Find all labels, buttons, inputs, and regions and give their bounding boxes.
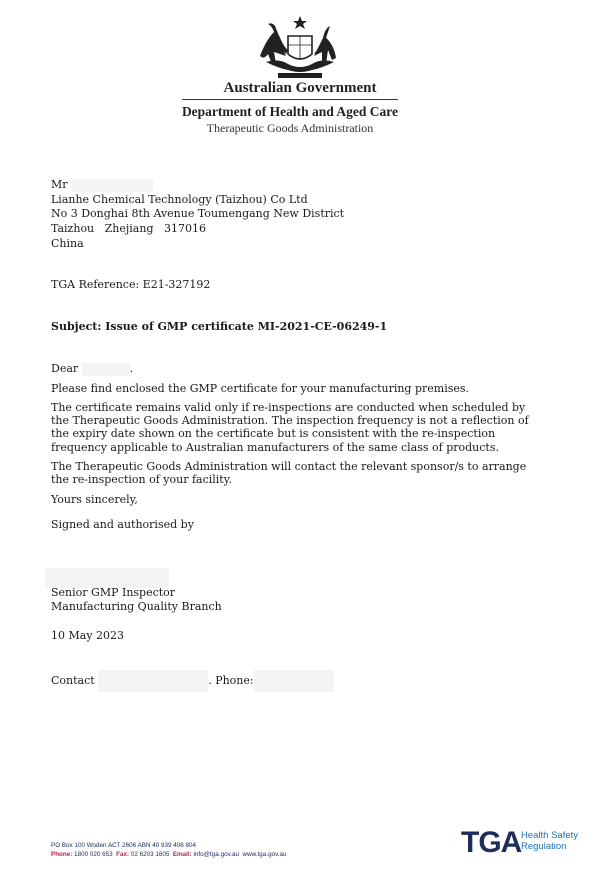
signatory-title: Senior GMP Inspector xyxy=(51,586,176,599)
footer-web-link[interactable]: www.tga.gov.au xyxy=(242,851,287,858)
footer-line-2: Phone: 1800 020 653 Fax: 02 6203 1605 Email: info@tga.gov.au www.tga.gov.au xyxy=(51,851,287,858)
address-line-city: Taizhou Zhejiang 317016 xyxy=(51,222,206,236)
redacted-contact xyxy=(98,670,208,692)
recipient-address xyxy=(51,178,344,252)
header-divider xyxy=(182,99,398,100)
tga-reference: TGA Reference: E21-327192 xyxy=(51,278,211,291)
redacted-name xyxy=(82,363,130,376)
contact-separator: . xyxy=(208,674,212,687)
address-line-country: China xyxy=(51,236,84,250)
phone-label: Phone: xyxy=(215,674,254,687)
tga-logo-tagline: Health Safety Regulation xyxy=(521,830,579,852)
footer-line-1: PO Box 100 Woden ACT 2606 ABN 40 939 406 804 xyxy=(51,842,197,849)
dear-line: Dear . xyxy=(51,362,134,375)
coat-of-arms-icon xyxy=(248,14,352,80)
tga-logo-mark: TGA xyxy=(461,826,522,859)
department-name: Department of Health and Aged Care xyxy=(181,104,399,119)
address-line-street: No 3 Donghai 8th Avenue Toumengang New District xyxy=(51,207,345,221)
closing: Yours sincerely, xyxy=(51,492,138,506)
signatory-branch: Manufacturing Quality Branch xyxy=(51,600,222,613)
letter-body xyxy=(51,362,531,537)
agency-name: Therapeutic Goods Administration xyxy=(206,121,374,135)
contact-line xyxy=(51,670,334,692)
address-line-salutation: Mr xyxy=(51,178,344,193)
tga-logo xyxy=(461,827,581,861)
address-line-company: Lianhe Chemical Technology (Taizhou) Co Ltd xyxy=(51,192,308,206)
footer-address xyxy=(51,841,287,859)
signed-line: Signed and authorised by xyxy=(51,517,194,531)
subject-line: Subject: Issue of GMP certificate MI-2021-CE-06249-1 xyxy=(51,320,388,333)
paragraph-3: The Therapeutic Goods Administration will contact the relevant sponsor/s to arrange the re-inspection of your facility. xyxy=(51,459,527,487)
footer-email-link[interactable]: info@tga.gov.au xyxy=(193,851,240,858)
redacted-name xyxy=(71,179,153,192)
paragraph-2: The certificate remains valid only if re-inspections are conducted when scheduled by the Therapeutic Goods Administration. The inspection frequency is not a reflection of the expiry date shown on the certificate but is consistent with the re-inspection frequency applicable to Australian manufacturers of the same class of products. xyxy=(51,400,529,454)
government-title: Australian Government xyxy=(223,80,377,96)
contact-label: Contact xyxy=(51,674,95,687)
signatory-block xyxy=(51,586,222,614)
paragraph-1: Please find enclosed the GMP certificate for your manufacturing premises. xyxy=(51,381,470,395)
redacted-signature xyxy=(45,568,169,588)
redacted-phone xyxy=(254,670,334,692)
letter-date: 10 May 2023 xyxy=(51,629,125,642)
